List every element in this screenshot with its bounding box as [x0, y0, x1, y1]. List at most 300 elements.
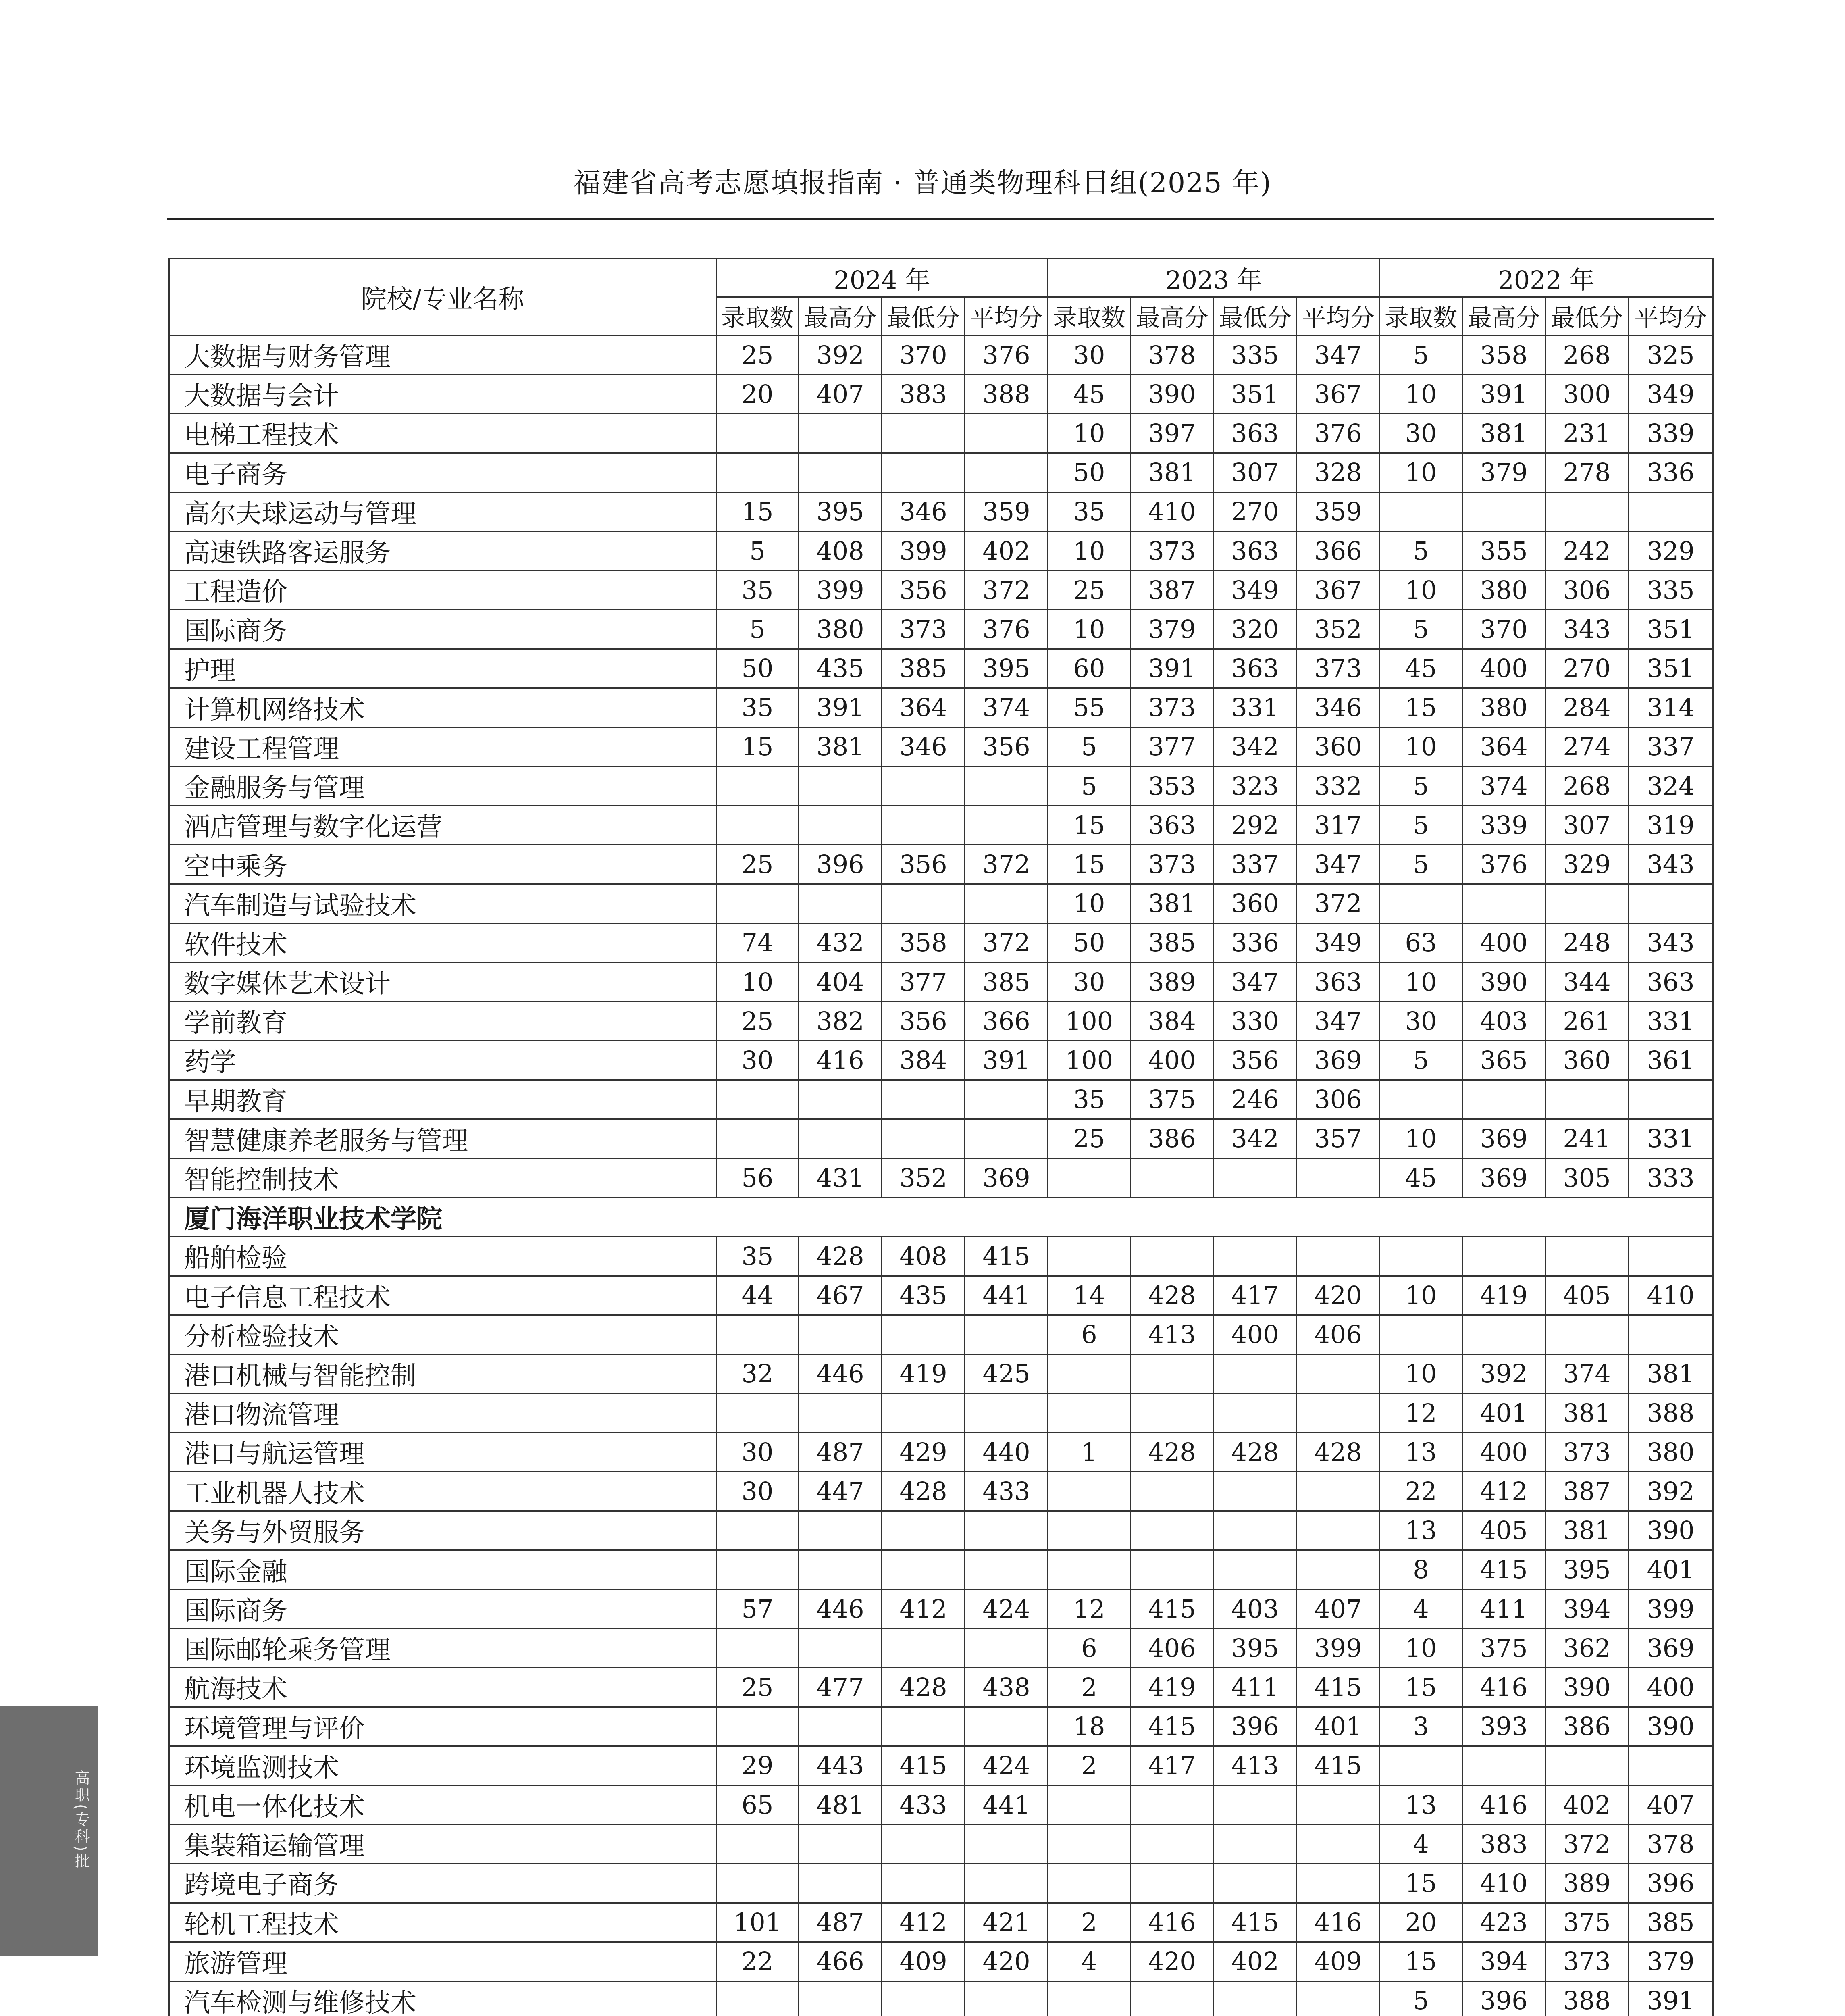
- score-cell: 56: [716, 1158, 799, 1197]
- score-cell: 415: [1214, 1903, 1297, 1942]
- score-cell: [1380, 1746, 1462, 1785]
- score-cell: 384: [1131, 1002, 1214, 1041]
- score-cell: 15: [1048, 845, 1131, 884]
- table-row: [169, 962, 1713, 1002]
- score-cell: 335: [1214, 335, 1297, 375]
- score-cell: 357: [1297, 1119, 1380, 1158]
- table-row: [169, 1511, 1713, 1550]
- major-name: 建设工程管理: [169, 727, 716, 766]
- score-cell: 346: [1297, 688, 1380, 727]
- score-cell: [1131, 1550, 1214, 1589]
- score-cell: [1048, 1864, 1131, 1903]
- score-cell: 349: [1214, 571, 1297, 610]
- score-cell: 366: [965, 1002, 1048, 1041]
- major-name: 工业机器人技术: [169, 1472, 716, 1511]
- score-cell: 392: [799, 335, 882, 375]
- score-cell: 416: [1297, 1903, 1380, 1942]
- score-cell: 416: [1131, 1903, 1214, 1942]
- score-cell: 421: [965, 1903, 1048, 1942]
- score-cell: 399: [799, 571, 882, 610]
- score-cell: [965, 1629, 1048, 1668]
- major-name: 金融服务与管理: [169, 766, 716, 806]
- score-cell: 415: [1131, 1589, 1214, 1629]
- score-cell: [1380, 1080, 1462, 1119]
- table-row: [169, 806, 1713, 845]
- score-cell: [965, 1393, 1048, 1433]
- score-cell: 361: [1629, 1041, 1713, 1080]
- score-cell: 386: [1545, 1707, 1629, 1746]
- score-cell: 5: [1048, 727, 1131, 766]
- score-cell: 428: [799, 1237, 882, 1276]
- major-name: 港口物流管理: [169, 1393, 716, 1433]
- score-cell: 363: [1131, 806, 1214, 845]
- score-cell: 370: [882, 335, 965, 375]
- score-cell: 393: [1462, 1707, 1545, 1746]
- score-cell: 424: [965, 1589, 1048, 1629]
- score-cell: [1048, 1824, 1131, 1864]
- score-cell: 344: [1545, 962, 1629, 1002]
- score-cell: [1462, 1315, 1545, 1354]
- score-cell: [1214, 1393, 1297, 1433]
- score-cell: 13: [1380, 1511, 1462, 1550]
- score-cell: 403: [1214, 1589, 1297, 1629]
- score-cell: 369: [1462, 1119, 1545, 1158]
- table-row: [169, 1315, 1713, 1354]
- score-cell: 5: [1380, 1981, 1462, 2016]
- score-cell: 395: [1214, 1629, 1297, 1668]
- score-cell: 424: [965, 1746, 1048, 1785]
- score-cell: 10: [1380, 571, 1462, 610]
- score-cell: 428: [882, 1472, 965, 1511]
- score-cell: 15: [1380, 1942, 1462, 1981]
- score-cell: 349: [1629, 375, 1713, 414]
- table-row: [169, 1080, 1713, 1119]
- score-cell: 10: [1380, 1354, 1462, 1393]
- score-cell: 8: [1380, 1550, 1462, 1589]
- score-cell: 441: [965, 1276, 1048, 1315]
- score-cell: 428: [1131, 1276, 1214, 1315]
- table-row: [169, 1002, 1713, 1041]
- score-cell: 396: [1629, 1864, 1713, 1903]
- score-cell: 413: [1131, 1315, 1214, 1354]
- score-cell: 10: [1048, 414, 1131, 453]
- score-cell: 346: [882, 727, 965, 766]
- score-cell: 20: [1380, 1903, 1462, 1942]
- major-name: 空中乘务: [169, 845, 716, 884]
- score-cell: 467: [799, 1276, 882, 1315]
- score-cell: 396: [1214, 1707, 1297, 1746]
- score-cell: [1462, 492, 1545, 531]
- table-row: [169, 1903, 1713, 1942]
- table-row: [169, 1785, 1713, 1824]
- score-cell: 364: [1462, 727, 1545, 766]
- score-cell: 380: [1629, 1433, 1713, 1472]
- score-cell: 5: [716, 610, 799, 649]
- score-cell: [1545, 1080, 1629, 1119]
- score-cell: 381: [799, 727, 882, 766]
- score-cell: 363: [1214, 531, 1297, 570]
- score-cell: 390: [1629, 1707, 1713, 1746]
- score-cell: [1214, 1158, 1297, 1197]
- score-cell: 100: [1048, 1041, 1131, 1080]
- score-cell: 408: [799, 531, 882, 570]
- score-cell: 395: [799, 492, 882, 531]
- score-cell: [1380, 1237, 1462, 1276]
- score-cell: 352: [1297, 610, 1380, 649]
- score-cell: 377: [882, 962, 965, 1002]
- score-cell: [965, 1119, 1048, 1158]
- major-name: 国际商务: [169, 610, 716, 649]
- score-cell: [965, 1080, 1048, 1119]
- score-cell: 1: [1048, 1433, 1131, 1472]
- score-cell: [1048, 1393, 1131, 1433]
- score-cell: 12: [1048, 1589, 1131, 1629]
- score-cell: 44: [716, 1276, 799, 1315]
- table-row: [169, 414, 1713, 453]
- score-cell: [1297, 1158, 1380, 1197]
- score-cell: 57: [716, 1589, 799, 1629]
- score-cell: 339: [1462, 806, 1545, 845]
- score-cell: 358: [882, 923, 965, 962]
- score-cell: 390: [1462, 962, 1545, 1002]
- table-row: [169, 1589, 1713, 1629]
- score-cell: [1214, 1354, 1297, 1393]
- score-cell: [1048, 1550, 1131, 1589]
- table-row: [169, 1981, 1713, 2016]
- score-cell: 342: [1214, 727, 1297, 766]
- major-name: 环境监测技术: [169, 1746, 716, 1785]
- major-name: 早期教育: [169, 1080, 716, 1119]
- score-cell: [965, 414, 1048, 453]
- score-cell: [716, 1119, 799, 1158]
- score-cell: 376: [965, 610, 1048, 649]
- major-name: 汽车检测与维修技术: [169, 1981, 716, 2016]
- year-header-2023: 2023 年: [1048, 259, 1380, 297]
- score-cell: 15: [716, 727, 799, 766]
- score-cell: 428: [1131, 1433, 1214, 1472]
- score-cell: 35: [1048, 1080, 1131, 1119]
- score-cell: 402: [965, 531, 1048, 570]
- score-cell: 487: [799, 1903, 882, 1942]
- score-cell: 4: [1048, 1942, 1131, 1981]
- score-cell: 50: [1048, 923, 1131, 962]
- score-cell: [1462, 1080, 1545, 1119]
- major-name: 电梯工程技术: [169, 414, 716, 453]
- score-cell: 431: [799, 1158, 882, 1197]
- score-cell: 369: [1629, 1629, 1713, 1668]
- year-header-2022: 2022 年: [1380, 259, 1713, 297]
- score-cell: 307: [1214, 453, 1297, 492]
- score-cell: 329: [1545, 845, 1629, 884]
- table-row: [169, 1119, 1713, 1158]
- table-row: [169, 610, 1713, 649]
- score-cell: 396: [799, 845, 882, 884]
- score-cell: 401: [1297, 1707, 1380, 1746]
- score-cell: 25: [716, 335, 799, 375]
- major-name: 关务与外贸服务: [169, 1511, 716, 1550]
- score-cell: [716, 1981, 799, 2016]
- score-cell: 10: [1380, 962, 1462, 1002]
- metric-header: 最低分: [1214, 297, 1297, 335]
- score-cell: 35: [1048, 492, 1131, 531]
- score-cell: [716, 1629, 799, 1668]
- table-row: [169, 845, 1713, 884]
- score-cell: 2: [1048, 1903, 1131, 1942]
- score-cell: 25: [1048, 571, 1131, 610]
- score-cell: 406: [1297, 1315, 1380, 1354]
- score-cell: 407: [1629, 1785, 1713, 1824]
- score-cell: 10: [1048, 884, 1131, 923]
- score-cell: [716, 806, 799, 845]
- major-name: 电子信息工程技术: [169, 1276, 716, 1315]
- score-cell: [1214, 1550, 1297, 1589]
- table-row: [169, 1668, 1713, 1707]
- score-cell: 22: [1380, 1472, 1462, 1511]
- score-cell: 388: [965, 375, 1048, 414]
- major-name: 国际商务: [169, 1589, 716, 1629]
- score-cell: 389: [1545, 1864, 1629, 1903]
- score-cell: 35: [716, 571, 799, 610]
- score-cell: 246: [1214, 1080, 1297, 1119]
- score-cell: 396: [1462, 1981, 1545, 2016]
- score-cell: 25: [716, 1668, 799, 1707]
- score-cell: 6: [1048, 1315, 1131, 1354]
- score-cell: 268: [1545, 766, 1629, 806]
- score-cell: [1629, 884, 1713, 923]
- score-cell: 30: [1380, 414, 1462, 453]
- table-row: [169, 649, 1713, 688]
- score-cell: 409: [882, 1942, 965, 1981]
- score-cell: 412: [1462, 1472, 1545, 1511]
- score-cell: [1048, 1785, 1131, 1824]
- score-cell: 381: [1545, 1393, 1629, 1433]
- score-cell: [1131, 1472, 1214, 1511]
- score-cell: 4: [1380, 1824, 1462, 1864]
- score-cell: 351: [1629, 610, 1713, 649]
- score-cell: 352: [882, 1158, 965, 1197]
- page-header-title: 福建省高考志愿填报指南 · 普通类物理科目组(2025 年): [573, 167, 1272, 199]
- score-cell: 10: [1048, 610, 1131, 649]
- score-cell: 388: [1629, 1393, 1713, 1433]
- score-cell: 63: [1380, 923, 1462, 962]
- score-cell: 443: [799, 1746, 882, 1785]
- score-cell: 377: [1131, 727, 1214, 766]
- score-cell: [882, 414, 965, 453]
- score-cell: 5: [1380, 806, 1462, 845]
- score-cell: 15: [1380, 1668, 1462, 1707]
- score-cell: 15: [1048, 806, 1131, 845]
- score-cell: 405: [1545, 1276, 1629, 1315]
- score-cell: [716, 884, 799, 923]
- score-cell: 376: [1297, 414, 1380, 453]
- score-cell: 351: [1629, 649, 1713, 688]
- score-cell: 378: [1629, 1824, 1713, 1864]
- score-cell: 363: [1214, 414, 1297, 453]
- score-cell: [1462, 1746, 1545, 1785]
- score-cell: 410: [1462, 1864, 1545, 1903]
- score-cell: 372: [1545, 1824, 1629, 1864]
- score-cell: [1297, 1472, 1380, 1511]
- score-cell: 231: [1545, 414, 1629, 453]
- score-cell: 284: [1545, 688, 1629, 727]
- score-cell: 404: [799, 962, 882, 1002]
- score-cell: 446: [799, 1354, 882, 1393]
- table-row: [169, 571, 1713, 610]
- score-cell: [1214, 1864, 1297, 1903]
- score-cell: 372: [965, 571, 1048, 610]
- score-cell: 5: [716, 531, 799, 570]
- score-cell: 428: [882, 1668, 965, 1707]
- major-name: 港口机械与智能控制: [169, 1354, 716, 1393]
- score-cell: 387: [1545, 1472, 1629, 1511]
- score-cell: 389: [1131, 962, 1214, 1002]
- school-name: 厦门海洋职业技术学院: [169, 1198, 1713, 1237]
- score-cell: 342: [1214, 1119, 1297, 1158]
- score-cell: 242: [1545, 531, 1629, 570]
- score-cell: [882, 1393, 965, 1433]
- score-cell: 408: [882, 1237, 965, 1276]
- year-header-row: [169, 259, 1713, 297]
- major-name: 汽车制造与试验技术: [169, 884, 716, 923]
- score-cell: [882, 1824, 965, 1864]
- score-cell: 409: [1297, 1942, 1380, 1981]
- score-cell: [882, 1315, 965, 1354]
- score-cell: 388: [1545, 1981, 1629, 2016]
- score-cell: 374: [965, 688, 1048, 727]
- score-cell: [1297, 1824, 1380, 1864]
- score-cell: 2: [1048, 1668, 1131, 1707]
- score-cell: 403: [1462, 1002, 1545, 1041]
- score-cell: 347: [1297, 335, 1380, 375]
- score-cell: 331: [1214, 688, 1297, 727]
- score-cell: [1297, 1354, 1380, 1393]
- score-cell: [799, 453, 882, 492]
- score-cell: 2: [1048, 1746, 1131, 1785]
- score-cell: [1048, 1511, 1131, 1550]
- table-row: [169, 1746, 1713, 1785]
- major-name: 智慧健康养老服务与管理: [169, 1119, 716, 1158]
- score-cell: 367: [1297, 375, 1380, 414]
- score-cell: 300: [1545, 375, 1629, 414]
- score-cell: 415: [1297, 1746, 1380, 1785]
- score-cell: [716, 1707, 799, 1746]
- score-cell: 328: [1297, 453, 1380, 492]
- score-cell: 319: [1629, 806, 1713, 845]
- table-row: [169, 923, 1713, 962]
- table-row: [169, 1158, 1713, 1197]
- score-cell: 438: [965, 1668, 1048, 1707]
- score-cell: 407: [799, 375, 882, 414]
- score-cell: 349: [1297, 923, 1380, 962]
- score-cell: 346: [882, 492, 965, 531]
- score-cell: 339: [1629, 414, 1713, 453]
- score-cell: 399: [1297, 1629, 1380, 1668]
- score-cell: 375: [1462, 1629, 1545, 1668]
- score-cell: 35: [716, 1237, 799, 1276]
- table-row: [169, 492, 1713, 531]
- score-cell: 363: [1214, 649, 1297, 688]
- score-cell: 415: [1297, 1668, 1380, 1707]
- score-cell: 433: [965, 1472, 1048, 1511]
- score-cell: 25: [716, 1002, 799, 1041]
- score-cell: 428: [1214, 1433, 1297, 1472]
- score-cell: [799, 1511, 882, 1550]
- score-cell: 415: [1131, 1707, 1214, 1746]
- table-row: [169, 1824, 1713, 1864]
- score-cell: [1297, 1550, 1380, 1589]
- score-cell: [1048, 1158, 1131, 1197]
- score-cell: 373: [1297, 649, 1380, 688]
- score-cell: 395: [1545, 1550, 1629, 1589]
- score-cell: [882, 1550, 965, 1589]
- score-cell: 278: [1545, 453, 1629, 492]
- score-cell: 10: [1380, 1276, 1462, 1315]
- score-cell: 481: [799, 1785, 882, 1824]
- major-name: 航海技术: [169, 1668, 716, 1707]
- score-cell: [1629, 492, 1713, 531]
- score-cell: [716, 766, 799, 806]
- score-cell: 397: [1131, 414, 1214, 453]
- score-cell: 411: [1214, 1668, 1297, 1707]
- score-cell: 10: [1380, 375, 1462, 414]
- admissions-table: [168, 258, 1714, 2016]
- major-name: 酒店管理与数字化运营: [169, 806, 716, 845]
- score-cell: 385: [965, 962, 1048, 1002]
- score-cell: 365: [1462, 1041, 1545, 1080]
- score-cell: 390: [1629, 1511, 1713, 1550]
- score-cell: 412: [882, 1903, 965, 1942]
- score-cell: 305: [1545, 1158, 1629, 1197]
- score-cell: 387: [1131, 571, 1214, 610]
- table-row: [169, 1550, 1713, 1589]
- score-cell: [716, 1393, 799, 1433]
- score-cell: 369: [965, 1158, 1048, 1197]
- score-cell: 360: [1297, 727, 1380, 766]
- score-cell: 331: [1629, 1119, 1713, 1158]
- score-cell: 487: [799, 1433, 882, 1472]
- score-cell: 367: [1297, 571, 1380, 610]
- score-cell: 30: [1380, 1002, 1462, 1041]
- score-cell: 412: [882, 1589, 965, 1629]
- score-cell: 380: [799, 610, 882, 649]
- score-cell: 372: [965, 923, 1048, 962]
- score-cell: 373: [882, 610, 965, 649]
- school-section-row: [169, 1198, 1713, 1237]
- score-cell: [1545, 1237, 1629, 1276]
- score-cell: [1380, 492, 1462, 531]
- score-cell: [1214, 1785, 1297, 1824]
- score-cell: 375: [1545, 1903, 1629, 1942]
- score-cell: [882, 1629, 965, 1668]
- score-cell: [799, 1550, 882, 1589]
- table-row: [169, 453, 1713, 492]
- score-cell: 12: [1380, 1393, 1462, 1433]
- header-divider: [167, 218, 1714, 220]
- score-cell: 5: [1048, 766, 1131, 806]
- score-cell: 380: [1462, 571, 1545, 610]
- score-cell: 356: [882, 1002, 965, 1041]
- score-cell: 379: [1131, 610, 1214, 649]
- major-name: 数字媒体艺术设计: [169, 962, 716, 1002]
- score-cell: 391: [799, 688, 882, 727]
- score-cell: [1131, 1393, 1214, 1433]
- score-cell: 30: [1048, 962, 1131, 1002]
- score-cell: 30: [716, 1472, 799, 1511]
- table-row: [169, 1354, 1713, 1393]
- score-cell: 402: [1545, 1785, 1629, 1824]
- score-cell: 343: [1629, 923, 1713, 962]
- major-name: 药学: [169, 1041, 716, 1080]
